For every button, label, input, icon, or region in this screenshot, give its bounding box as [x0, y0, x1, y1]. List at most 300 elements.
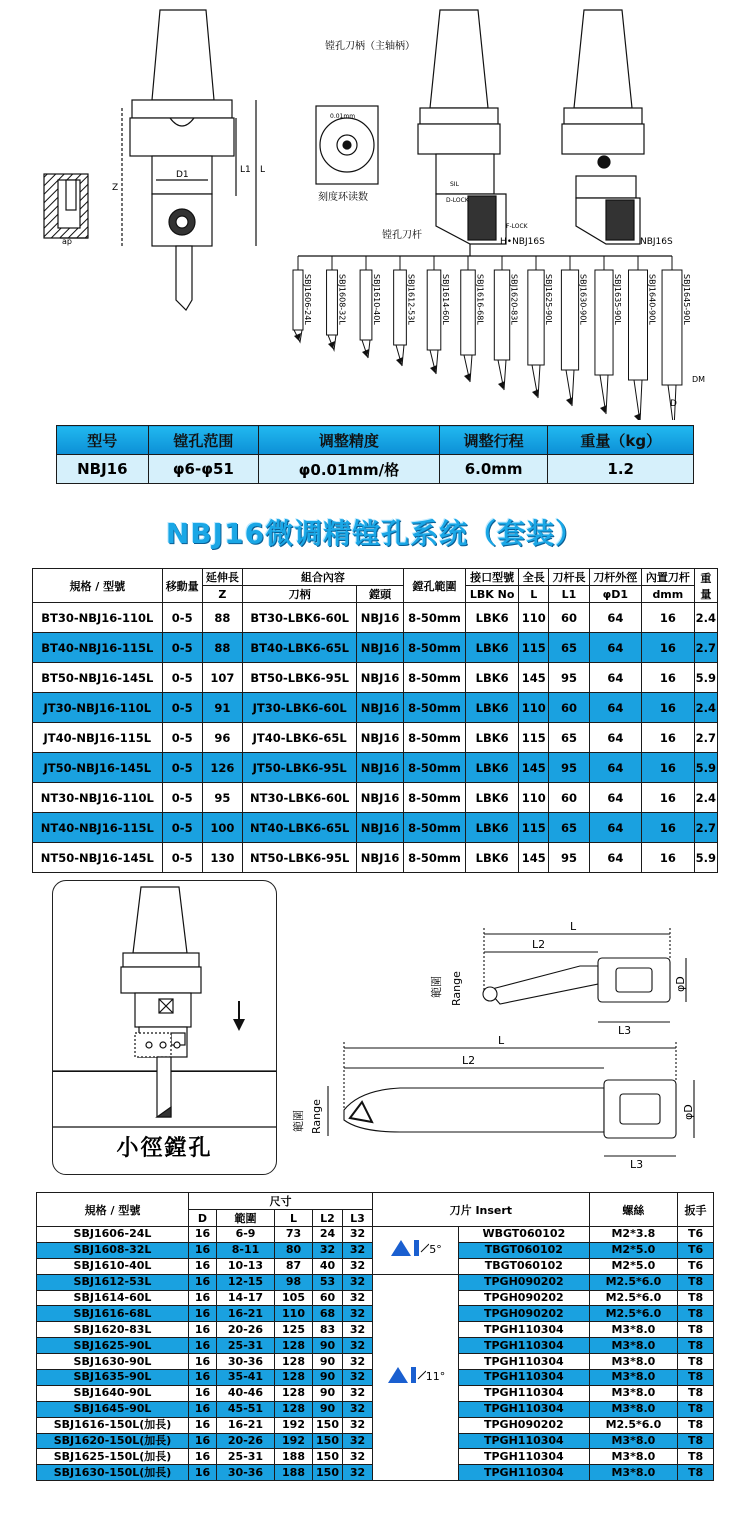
summary-model: NBJ16 [57, 455, 149, 484]
set-table-cell: JT30-NBJ16-110L [33, 693, 163, 723]
set-table-cell: 65 [549, 633, 589, 663]
bar-table-cell: 32 [343, 1227, 373, 1243]
bar-header-insert: 刀片 Insert [373, 1193, 590, 1227]
set-table-cell: LBK6 [466, 813, 519, 843]
set-header-ext-sub: Z [202, 586, 242, 603]
bar-table-cell: 68 [313, 1306, 343, 1322]
set-table-cell: NT30-LBK6-60L [243, 783, 357, 813]
bar-table-cell: SBJ1610-40L [37, 1258, 189, 1274]
set-table-cell: 95 [549, 753, 589, 783]
set-header-row-1 [33, 569, 718, 586]
set-table-cell: 88 [202, 603, 242, 633]
bar-table-cell: M3*8.0 [589, 1449, 677, 1465]
boring-bar-label: SBJ1616-68L [475, 274, 485, 325]
bar-table-cell: 32 [343, 1274, 373, 1290]
set-table-cell: BT40-LBK6-65L [243, 633, 357, 663]
set-table-cell: 60 [549, 603, 589, 633]
bar-table-cell: 150 [313, 1449, 343, 1465]
set-table-cell: 0-5 [162, 663, 202, 693]
set-table-cell: LBK6 [466, 603, 519, 633]
boring-bar-label: SBJ1606-24L [303, 274, 312, 325]
bar-header-dims: 尺寸 [189, 1193, 373, 1210]
bar-table-cell: 32 [343, 1401, 373, 1417]
bar-table-cell: WBGT060102 [459, 1227, 590, 1243]
set-table-cell: 0-5 [162, 843, 202, 873]
set-header-handle: 刀柄 [243, 586, 357, 603]
set-table-cell: 16 [642, 603, 695, 633]
set-table-cell: 145 [519, 753, 549, 783]
bar-table-cell: 32 [343, 1433, 373, 1449]
set-table-cell: JT50-NBJ16-145L [33, 753, 163, 783]
set-table-cell: 16 [642, 843, 695, 873]
set-table-cell: NBJ16 [357, 753, 404, 783]
insert-angle: 5° [429, 1243, 442, 1257]
bar-table-cell: 87 [275, 1258, 313, 1274]
insert-triangle-icon [386, 1365, 426, 1389]
bar-dim-l3-lower: L3 [630, 1158, 644, 1171]
set-table-cell: 8-50mm [403, 663, 465, 693]
set-table-cell: 8-50mm [403, 603, 465, 633]
set-table-cell: LBK6 [466, 843, 519, 873]
boring-bar [494, 256, 518, 390]
bar-table-cell: 40-46 [217, 1385, 275, 1401]
bar-table-cell: SBJ1640-90L [37, 1385, 189, 1401]
set-header-barlen: 刀杆長 [549, 569, 589, 586]
set-table-cell: 0-5 [162, 723, 202, 753]
boring-bar [327, 256, 347, 350]
set-table-cell: 126 [202, 753, 242, 783]
set-table-cell: NT30-NBJ16-110L [33, 783, 163, 813]
bar-table-cell: 188 [275, 1449, 313, 1465]
set-table-cell: 115 [519, 723, 549, 753]
bar-table-cell: SBJ1606-24L [37, 1227, 189, 1243]
set-table-cell: NT40-LBK6-65L [243, 813, 357, 843]
summary-row [57, 455, 694, 484]
bar-header-l3: L3 [343, 1210, 373, 1227]
bar-table-cell: T8 [678, 1322, 714, 1338]
bar-table-cell: M3*8.0 [589, 1433, 677, 1449]
bar-table-cell: 16 [189, 1290, 217, 1306]
bar-table-cell: 32 [343, 1322, 373, 1338]
bar-table-cell: TPGH110304 [459, 1338, 590, 1354]
bar-table-cell: 125 [275, 1322, 313, 1338]
bar-table-cell: M2.5*6.0 [589, 1417, 677, 1433]
bar-table-cell: T8 [678, 1433, 714, 1449]
bar-table-cell: 150 [313, 1417, 343, 1433]
set-table-cell: 2.7 [694, 813, 717, 843]
boring-bars [293, 256, 691, 420]
set-header-od: 刀杆外徑 [589, 569, 641, 586]
boring-bar-label: SBJ1612-53L [406, 274, 416, 325]
bar-table-cell: TPGH110304 [459, 1322, 590, 1338]
boring-bar [394, 256, 416, 366]
bar-table-cell: T8 [678, 1290, 714, 1306]
boring-bar [461, 256, 485, 382]
bar-table-cell: 32 [343, 1417, 373, 1433]
set-table-cell: 2.7 [694, 723, 717, 753]
summary-header-precision: 调整精度 [259, 426, 440, 455]
bar-table-cell: 16 [189, 1227, 217, 1243]
boring-bar [360, 256, 381, 358]
set-table-cell: LBK6 [466, 753, 519, 783]
bar-table-cell: M3*8.0 [589, 1385, 677, 1401]
set-table-cell: 64 [589, 633, 641, 663]
set-table-cell: 16 [642, 633, 695, 663]
set-header-head: 鏜頭 [357, 586, 404, 603]
bar-table-cell: 32 [343, 1290, 373, 1306]
taper-left [152, 10, 214, 100]
set-header-inner: 內置刀杆 [642, 569, 695, 586]
summary-header-model: 型号 [57, 426, 149, 455]
set-table-cell: 64 [589, 693, 641, 723]
bar-dim-l-lower: L [498, 1034, 505, 1047]
boring-bar [427, 256, 450, 374]
bar-table-cell: 32 [343, 1385, 373, 1401]
bar-table-cell: 32 [313, 1242, 343, 1258]
bar-table-cell: SBJ1625-90L [37, 1338, 189, 1354]
bar-table-cell: TPGH110304 [459, 1354, 590, 1370]
set-table-cell: LBK6 [466, 783, 519, 813]
set-table-row [33, 813, 718, 843]
bar-header-screw: 螺絲 [589, 1193, 677, 1227]
bar-table-cell: 128 [275, 1354, 313, 1370]
bar-table-cell: 30-36 [217, 1354, 275, 1370]
bar-table-cell: 24 [313, 1227, 343, 1243]
set-table-cell: 16 [642, 813, 695, 843]
set-table-cell: JT30-LBK6-60L [243, 693, 357, 723]
bar-table-cell: SBJ1630-150L(加長) [37, 1465, 189, 1481]
bar-table-cell: 80 [275, 1242, 313, 1258]
set-table-cell: 96 [202, 723, 242, 753]
set-table-cell: 16 [642, 753, 695, 783]
model-h: H•NBJ16S [500, 237, 545, 247]
set-table-cell: 0-5 [162, 753, 202, 783]
bar-table-cell: T6 [678, 1258, 714, 1274]
set-table-cell: NBJ16 [357, 783, 404, 813]
boring-bar-label: SBJ1640-90L [647, 274, 657, 325]
set-table-cell: 0-5 [162, 603, 202, 633]
set-header-weight: 重量 [694, 569, 717, 603]
bar-table-cell: M3*8.0 [589, 1354, 677, 1370]
set-table-row [33, 603, 718, 633]
bar-table-cell: 32 [343, 1242, 373, 1258]
set-table-cell: 60 [549, 783, 589, 813]
boring-bar-label: SBJ1635-90L [613, 274, 623, 325]
bar-table-cell: SBJ1645-90L [37, 1401, 189, 1417]
dim-ap: ap [62, 237, 72, 246]
bar-table-cell: 30-36 [217, 1465, 275, 1481]
set-table-cell: NBJ16 [357, 603, 404, 633]
bar-table-cell: TPGH110304 [459, 1401, 590, 1417]
bar-table-cell: 16 [189, 1306, 217, 1322]
bar-table-cell: 20-26 [217, 1433, 275, 1449]
bar-table-cell: 16-21 [217, 1417, 275, 1433]
bar-table-cell: 20-26 [217, 1322, 275, 1338]
set-table-cell: 16 [642, 723, 695, 753]
set-table-cell: 130 [202, 843, 242, 873]
bar-table-cell: M3*8.0 [589, 1322, 677, 1338]
bar-table-cell: 32 [343, 1354, 373, 1370]
bar-table-cell: T8 [678, 1274, 714, 1290]
range-label-lower: 範圍 [292, 1110, 305, 1132]
dim-z: Z [112, 183, 119, 193]
bar-table-cell: SBJ1608-32L [37, 1242, 189, 1258]
set-table-cell: 115 [519, 633, 549, 663]
boring-bar [561, 256, 587, 406]
bar-table-cell: M3*8.0 [589, 1338, 677, 1354]
bar-table-cell: M3*8.0 [589, 1401, 677, 1417]
insert-icon-cell-5 [373, 1227, 459, 1275]
summary-stroke: 6.0mm [439, 455, 548, 484]
set-table-cell: NBJ16 [357, 843, 404, 873]
bar-table-cell: 98 [275, 1274, 313, 1290]
set-table-cell: NBJ16 [357, 723, 404, 753]
bar-table-cell: M3*8.0 [589, 1370, 677, 1386]
bar-table-body [37, 1227, 714, 1481]
bar-table-cell: 110 [275, 1306, 313, 1322]
bar-table-cell: SBJ1612-53L [37, 1274, 189, 1290]
set-table-cell: 2.4 [694, 603, 717, 633]
bar-table-cell: 12-15 [217, 1274, 275, 1290]
bar-table-cell: 90 [313, 1354, 343, 1370]
small-hole-label: 小徑鏜孔 [116, 1136, 213, 1161]
set-header-inner-sub: dmm [642, 586, 695, 603]
bar-table-cell: T8 [678, 1370, 714, 1386]
system-drawing-svg [0, 0, 750, 420]
bar-header-l2: L2 [313, 1210, 343, 1227]
bar-table-cell: 16 [189, 1370, 217, 1386]
set-table-cell: 8-50mm [403, 693, 465, 723]
set-table-cell: 16 [642, 663, 695, 693]
bar-table-cell: 35-41 [217, 1370, 275, 1386]
range-en-lower: Range [310, 1099, 323, 1134]
set-table-cell: BT30-NBJ16-110L [33, 603, 163, 633]
bar-table-cell: 128 [275, 1385, 313, 1401]
bar-dim-l2-upper: L2 [532, 938, 546, 951]
bar-table-cell: 128 [275, 1401, 313, 1417]
bar-table-cell: 25-31 [217, 1338, 275, 1354]
bar-table-cell: T8 [678, 1385, 714, 1401]
set-header-len-sub: L [519, 586, 549, 603]
bar-table-cell: SBJ1616-150L(加長) [37, 1417, 189, 1433]
insert-angle: 11° [425, 1370, 446, 1384]
bar-table-cell: TPGH110304 [459, 1370, 590, 1386]
set-table-cell: 8-50mm [403, 783, 465, 813]
set-table-cell: LBK6 [466, 723, 519, 753]
bar-table-row [37, 1274, 714, 1290]
summary-header-weight: 重量（kg） [548, 426, 694, 455]
bar-table-cell: 32 [343, 1306, 373, 1322]
boring-bar [293, 256, 312, 342]
set-table-cell: 64 [589, 663, 641, 693]
bar-table-cell: 73 [275, 1227, 313, 1243]
set-table-cell: NT40-NBJ16-115L [33, 813, 163, 843]
bar-table-cell: 128 [275, 1338, 313, 1354]
phi-d-lower: φD [682, 1104, 695, 1120]
sil-label: SIL [450, 181, 459, 188]
set-title: NBJ16微调精镗孔系统（套装） [165, 517, 585, 550]
dlock-label: D-LOCK [446, 197, 469, 204]
set-table-cell: 8-50mm [403, 813, 465, 843]
bar-table-cell: T8 [678, 1417, 714, 1433]
set-table-cell: 5.9 [694, 753, 717, 783]
bar-table-cell: 32 [343, 1338, 373, 1354]
dm-label: DM [692, 375, 706, 384]
bar-table-cell: 53 [313, 1274, 343, 1290]
set-table-cell: 16 [642, 783, 695, 813]
summary-weight: 1.2 [548, 455, 694, 484]
bar-header-range: 範圍 [217, 1210, 275, 1227]
boring-bar-label: SBJ1608-32L [337, 274, 347, 325]
set-header-port: 接口型號 [466, 569, 519, 586]
bar-table-cell: 16 [189, 1433, 217, 1449]
set-table-cell: 2.4 [694, 693, 717, 723]
set-table-row [33, 783, 718, 813]
bar-table-cell: T8 [678, 1354, 714, 1370]
set-table-cell: 64 [589, 843, 641, 873]
set-table-cell: NBJ16 [357, 633, 404, 663]
bar-table-cell: T6 [678, 1227, 714, 1243]
bar-table-cell: 150 [313, 1433, 343, 1449]
set-table-cell: 64 [589, 723, 641, 753]
bar-table-cell: 16 [189, 1465, 217, 1481]
set-table-cell: BT50-NBJ16-145L [33, 663, 163, 693]
range-en-upper: Range [450, 971, 463, 1006]
bar-table-cell: 188 [275, 1465, 313, 1481]
summary-range: φ6-φ51 [148, 455, 258, 484]
set-table-cell: JT50-LBK6-95L [243, 753, 357, 783]
bar-table-cell: TPGH090202 [459, 1274, 590, 1290]
bar-header-row-1 [37, 1193, 714, 1210]
bar-table-cell: M2.5*6.0 [589, 1306, 677, 1322]
set-table-cell: 2.7 [694, 633, 717, 663]
set-table-row [33, 633, 718, 663]
bar-table-cell: 16 [189, 1274, 217, 1290]
bar-table-cell: TPGH090202 [459, 1306, 590, 1322]
set-header-move: 移動量 [162, 569, 202, 603]
bar-table-cell: 16 [189, 1449, 217, 1465]
set-table-cell: LBK6 [466, 633, 519, 663]
bar-table-cell: M2*5.0 [589, 1258, 677, 1274]
set-header-barlen-sub: L1 [549, 586, 589, 603]
set-table-cell: 64 [589, 603, 641, 633]
set-table-cell: 0-5 [162, 633, 202, 663]
bar-table-cell: TPGH090202 [459, 1417, 590, 1433]
range-label-upper: 範圍 [430, 976, 443, 998]
bar-table-cell: 16 [189, 1401, 217, 1417]
bar-table-cell: 16 [189, 1338, 217, 1354]
set-header-ext: 延伸長 [202, 569, 242, 586]
set-table-body [33, 603, 718, 873]
set-table-cell: BT40-NBJ16-115L [33, 633, 163, 663]
set-table-cell: 110 [519, 693, 549, 723]
set-table-cell: 8-50mm [403, 843, 465, 873]
bar-table-cell: 192 [275, 1433, 313, 1449]
summary-precision: φ0.01mm/格 [259, 455, 440, 484]
insert-icon-cell-11 [373, 1274, 459, 1481]
boring-bar-label: SBJ1645-90L [681, 274, 691, 325]
bar-table-cell: 105 [275, 1290, 313, 1306]
bar-table-cell: 6-9 [217, 1227, 275, 1243]
boring-bar [629, 256, 657, 420]
dim-d1: D1 [176, 170, 189, 180]
summary-table [56, 425, 694, 484]
boring-bar-label: SBJ1614-60L [440, 274, 450, 325]
bar-table-cell: 16 [189, 1258, 217, 1274]
dial-label: 刻度环读数 [318, 192, 368, 203]
bar-table-cell: SBJ1616-68L [37, 1306, 189, 1322]
bar-dim-l-upper: L [570, 920, 577, 933]
bar-table-cell: M3*8.0 [589, 1465, 677, 1481]
set-table-cell: 88 [202, 633, 242, 663]
set-table-cell: LBK6 [466, 663, 519, 693]
set-table-row [33, 843, 718, 873]
holder-label: 镗孔刀柄（主轴柄） [325, 41, 415, 52]
set-table-cell: 0-5 [162, 693, 202, 723]
bar-table-cell: 32 [343, 1258, 373, 1274]
flock-label: F-LOCK [506, 223, 528, 230]
set-table-cell: NT50-NBJ16-145L [33, 843, 163, 873]
set-table-row [33, 693, 718, 723]
bar-table-cell: 16 [189, 1417, 217, 1433]
set-table-cell: 145 [519, 843, 549, 873]
insert-triangle-icon [389, 1238, 429, 1262]
boring-bar [528, 256, 553, 398]
bar-header-l: L [275, 1210, 313, 1227]
bar-table-cell: 90 [313, 1385, 343, 1401]
set-table-row [33, 663, 718, 693]
bar-table-cell: T8 [678, 1401, 714, 1417]
bar-table-cell: SBJ1635-90L [37, 1370, 189, 1386]
set-table-cell: 110 [519, 603, 549, 633]
bar-table-cell: 83 [313, 1322, 343, 1338]
set-table-row [33, 753, 718, 783]
bar-label: 镗孔刀杆 [382, 230, 422, 241]
bar-table-cell: 32 [343, 1449, 373, 1465]
set-table-cell: NT50-LBK6-95L [243, 843, 357, 873]
set-table-cell: 65 [549, 723, 589, 753]
bar-table-cell: M2*5.0 [589, 1242, 677, 1258]
summary-header-stroke: 调整行程 [439, 426, 548, 455]
set-table-cell: BT50-LBK6-95L [243, 663, 357, 693]
set-table-cell: 65 [549, 813, 589, 843]
bar-header-d: D [189, 1210, 217, 1227]
bar-table-cell: 150 [313, 1465, 343, 1481]
set-table-cell: 60 [549, 693, 589, 723]
bar-table-cell: 45-51 [217, 1401, 275, 1417]
boring-bar-label: SBJ1610-40L [371, 274, 381, 325]
bar-table-cell: 14-17 [217, 1290, 275, 1306]
phi-d-upper: φD [674, 976, 687, 992]
bar-dim-l2-lower: L2 [462, 1054, 476, 1067]
boring-bar [662, 256, 691, 420]
set-table-cell: 16 [642, 693, 695, 723]
bar-table-cell: SBJ1625-150L(加長) [37, 1449, 189, 1465]
set-table-cell: 8-50mm [403, 723, 465, 753]
bar-table-cell: 16 [189, 1242, 217, 1258]
set-table-cell: 115 [519, 813, 549, 843]
set-table-cell: 91 [202, 693, 242, 723]
bar-table-cell: 16 [189, 1354, 217, 1370]
system-drawing [0, 0, 750, 420]
set-table-cell: 95 [202, 783, 242, 813]
boring-bar [595, 256, 622, 414]
bar-table-cell: SBJ1630-90L [37, 1354, 189, 1370]
bar-header-wrench: 扳手 [678, 1193, 714, 1227]
dim-l: L [260, 165, 266, 175]
set-table-cell: JT40-NBJ16-115L [33, 723, 163, 753]
set-table-cell: 8-50mm [403, 753, 465, 783]
